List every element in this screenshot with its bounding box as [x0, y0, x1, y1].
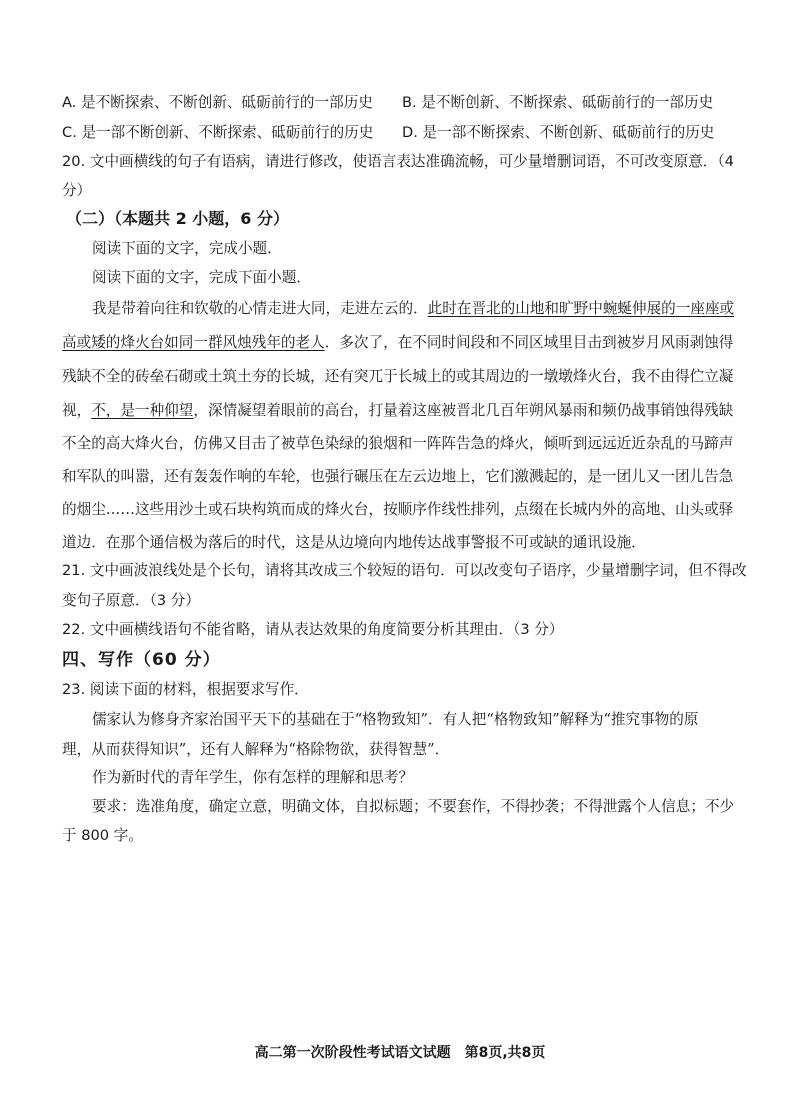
question-21-line-1: 21. 文中画波浪线处是个长句，请将其改成三个较短的语句．可以改变句子语序，少量增删字词，但不得改 [62, 562, 747, 579]
passage-line-2 [62, 332, 733, 354]
option-d: D. 是一部不断探索、不断创新、砥砺前行的历史 [402, 124, 715, 141]
passage-line-3: 残缺不全的砖垒石砌或土筑土夯的长城，还有突兀于长城上的或其周边的一墩墩烽火台，我不由得伫立凝 [62, 368, 734, 385]
passage-line-5: 不全的高大烽火台，仿佛又目击了被草色染绿的狼烟和一阵阵告急的烽火，倾听到远远近近杂乱的马蹄声 [62, 435, 734, 452]
option-b: B. 是不断创新、不断探索、砥砺前行的一部历史 [402, 94, 714, 111]
question-20-line-2: 分） [62, 182, 92, 199]
question-21-line-2: 变句子原意．（3 分） [62, 592, 200, 609]
passage-line-4 [62, 400, 733, 422]
page-footer: 高二第一次阶段性考试语文试题 第8页,共8页 [254, 1045, 546, 1061]
passage-line-1 [92, 298, 734, 320]
section-2-instruction-2: 阅读下面的文字，完成下面小题． [92, 269, 311, 286]
material-question: 作为新时代的青年学生，你有怎样的理解和思考？ [92, 769, 414, 786]
requirement-line-2: 于 800 字。 [62, 827, 143, 844]
underlined-sentence-end: 高或矮的烽火台如同一群风烛残年的老人 [62, 334, 325, 351]
passage-text: ，深情凝望着眼前的高台，打量着这座被晋北几百年朔风暴雨和频仍战事销蚀得残缺 [193, 402, 734, 419]
question-20-line-1: 20. 文中画横线的句子有语病，请进行修改，使语言表达准确流畅，可少量增删词语，不可改变原意．（4 [62, 153, 734, 170]
passage-line-7: 的烟尘……这些用沙土或石块构筑而成的烽火台，按顺序作线性排列，点缀在长城内外的高地、山头或驿 [62, 501, 734, 518]
material-line-2: 理，从而获得知识”，还有人解释为“格除物欲，获得智慧”． [62, 741, 450, 758]
section-2-instruction-1: 阅读下面的文字，完成小题． [92, 240, 282, 257]
underlined-phrase: 不，是一种仰望 [91, 402, 194, 419]
question-23-title: 23. 阅读下面的材料，根据要求写作． [62, 681, 309, 698]
material-line-1: 儒家认为修身齐家治国平天下的基础在于“格物致知”．有人把“格物致知”解释为“推究事物的原 [92, 711, 699, 728]
underlined-sentence: 此时在晋北的山地和旷野中蜿蜒伸展的一座座或 [427, 300, 735, 317]
option-c: C. 是一部不断创新、不断探索、砥砺前行的历史 [62, 124, 374, 141]
passage-text: 视， [62, 402, 92, 419]
passage-text: 我是带着向往和钦敬的心情走进大同，走进左云的． [92, 300, 428, 317]
question-22: 22. 文中画横线语句不能省略，请从表达效果的角度简要分析其理由．（3 分） [62, 621, 564, 638]
requirement-line-1: 要求：选准角度，确定立意，明确文体，自拟标题；不要套作，不得抄袭；不得泄露个人信息；不少 [92, 798, 735, 815]
section-2-title: （二）（本题共 2 小题，6 分） [66, 209, 289, 228]
section-4-title: 四、写作（60 分） [62, 650, 221, 670]
passage-line-8: 道边．在那个通信极为落后的时代，这是从边境向内地传达战事警报不可或缺的通讯设施． [62, 534, 646, 551]
passage-text: ．多次了，在不同时间段和不同区域里目击到被岁月风雨剥蚀得 [324, 334, 734, 351]
option-a: A. 是不断探索、不断创新、砥砺前行的一部历史 [62, 94, 373, 111]
passage-line-6: 和军队的叫嚣，还有轰轰作响的车轮，也强行碾压在左云边地上，它们激溅起的，是一团儿又一团儿告急 [62, 468, 734, 485]
